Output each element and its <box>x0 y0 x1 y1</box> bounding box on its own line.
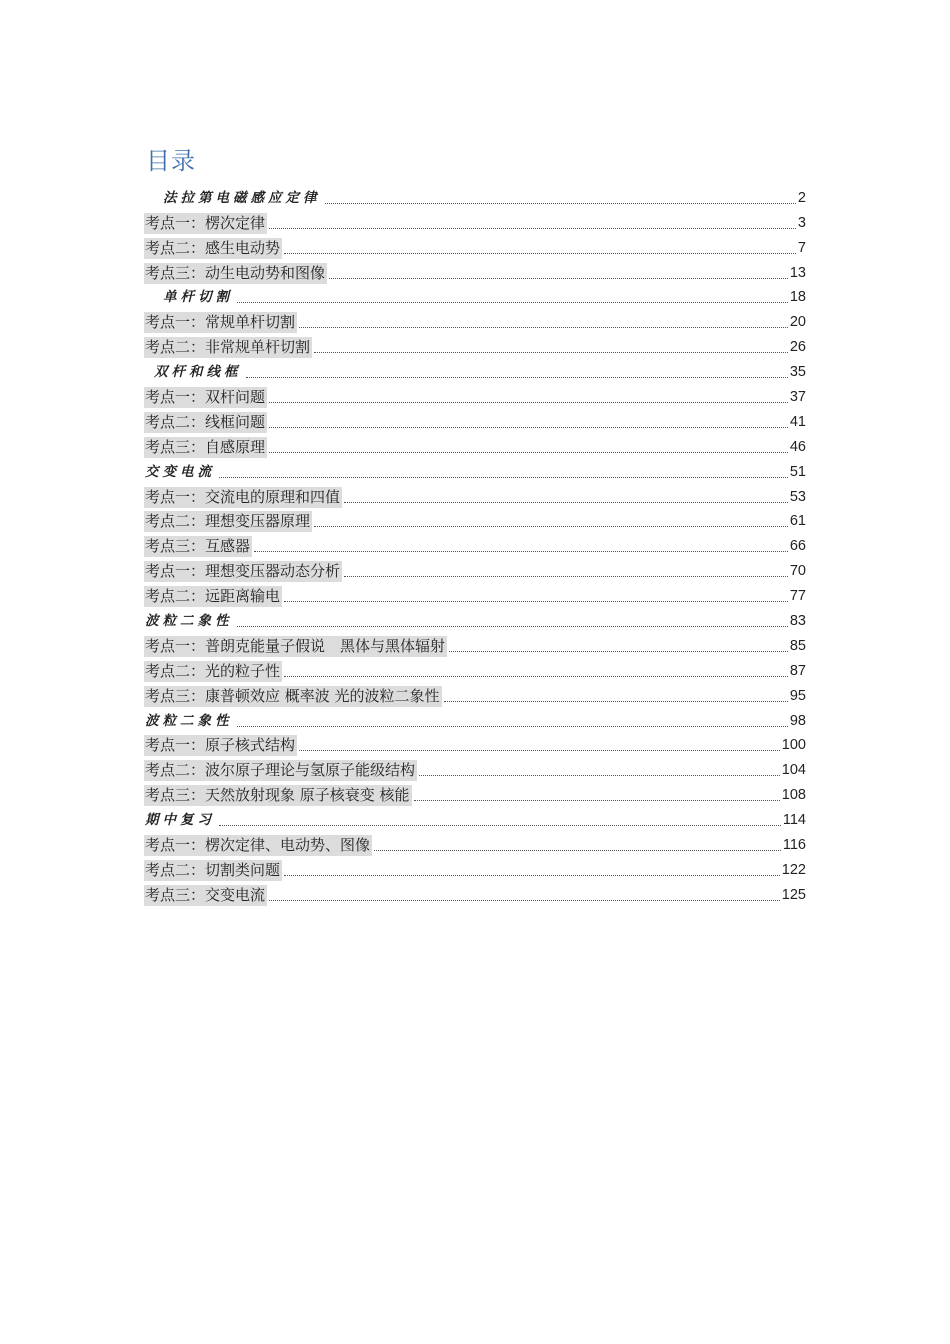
toc-dot-leader <box>314 525 788 527</box>
toc-page-number: 108 <box>781 787 806 804</box>
toc-chapter-entry[interactable] <box>144 358 806 383</box>
toc-dot-leader <box>219 476 788 478</box>
toc-entry-text: 考点一：双杆问题 <box>145 388 266 407</box>
toc-page-number: 87 <box>789 662 806 679</box>
toc-section-entry[interactable] <box>144 582 806 607</box>
toc-dot-leader <box>269 451 788 453</box>
toc-page-number: 100 <box>781 737 806 754</box>
toc-page-number: 7 <box>797 239 806 256</box>
toc-entry-text: 考点二：光的粒子性 <box>145 661 281 680</box>
toc-section-entry[interactable] <box>144 308 806 333</box>
toc-entry-text: 考点一：原子核式结构 <box>145 736 296 755</box>
toc-entry-text: 考点一：楞次定律、电动势、图像 <box>145 836 371 855</box>
toc-entry-text: 交变电流 <box>145 463 215 480</box>
toc-entry-text: 考点三：互感器 <box>145 537 251 556</box>
toc-dot-leader <box>374 849 781 851</box>
toc-dot-leader <box>449 650 788 652</box>
toc-entry-text: 考点二：切割类问题 <box>145 860 281 879</box>
toc-page-number: 20 <box>789 314 806 331</box>
toc-entry-text: 考点二：感生电动势 <box>145 238 281 257</box>
toc-dot-leader <box>237 625 788 627</box>
toc-page-number: 125 <box>781 886 806 903</box>
toc-section-entry[interactable] <box>144 831 806 856</box>
toc-dot-leader <box>219 824 781 826</box>
toc-page-number: 85 <box>789 637 806 654</box>
toc-entry-text: 考点三：动生电动势和图像 <box>145 263 326 282</box>
toc-entry-text: 波粒二象性 <box>145 613 233 630</box>
toc-page-number: 2 <box>797 189 806 206</box>
toc-section-entry[interactable] <box>144 483 806 508</box>
toc-dot-leader <box>246 376 788 378</box>
toc-page-number: 37 <box>789 389 806 406</box>
toc-dot-leader <box>284 600 788 602</box>
toc-entry-text: 考点三：天然放射现象 原子核衰变 核能 <box>145 786 410 805</box>
toc-chapter-entry[interactable] <box>144 806 806 831</box>
toc-page-number: 114 <box>782 812 806 829</box>
toc-page-number: 35 <box>789 364 806 381</box>
toc-section-entry[interactable] <box>144 433 806 458</box>
toc-page-number: 122 <box>781 861 806 878</box>
toc-dot-leader <box>444 700 788 702</box>
toc-page-number: 51 <box>789 463 806 480</box>
toc-entry-text: 考点一：交流电的原理和四值 <box>145 487 341 506</box>
toc-entry-text: 期中复习 <box>145 812 215 829</box>
toc-dot-leader <box>329 277 788 279</box>
toc-dot-leader <box>299 749 780 751</box>
toc-section-entry[interactable] <box>144 209 806 234</box>
toc-page-number: 18 <box>789 289 806 306</box>
toc-entry-text: 考点三：康普顿效应 概率波 光的波粒二象性 <box>145 686 440 705</box>
toc-entry-text: 法拉第电磁感应定律 <box>163 189 321 206</box>
toc-dot-leader <box>314 351 788 353</box>
toc-dot-leader <box>254 550 788 552</box>
toc-dot-leader <box>269 401 788 403</box>
toc-entry-text: 考点二：线框问题 <box>145 412 266 431</box>
toc-page-number: 13 <box>789 264 806 281</box>
toc-dot-leader <box>269 899 780 901</box>
toc-dot-leader <box>269 426 788 428</box>
toc-entry-text: 双杆和线框 <box>154 364 242 381</box>
toc-page-number: 83 <box>789 613 806 630</box>
toc-section-entry[interactable] <box>144 632 806 657</box>
toc-chapter-entry[interactable] <box>144 707 806 732</box>
toc-section-entry[interactable] <box>144 383 806 408</box>
toc-entry-text: 考点三：自感原理 <box>145 437 266 456</box>
toc-dot-leader <box>284 252 796 254</box>
toc-section-entry[interactable] <box>144 532 806 557</box>
toc-entry-text: 考点二：波尔原子理论与氢原子能级结构 <box>145 761 416 780</box>
toc-chapter-entry[interactable] <box>144 184 806 209</box>
toc-page-number: 98 <box>789 712 806 729</box>
toc-page-number: 116 <box>782 837 806 854</box>
toc-entry-text: 考点一：普朗克能量子假说 黑体与黑体辐射 <box>145 636 446 655</box>
toc-dot-leader <box>237 301 788 303</box>
toc-section-entry[interactable] <box>144 508 806 533</box>
toc-page-number: 3 <box>797 214 806 231</box>
toc-page-number: 70 <box>789 563 806 580</box>
toc-entry-text: 考点二：远距离输电 <box>145 587 281 606</box>
toc-entry-text: 考点三：交变电流 <box>145 885 266 904</box>
toc-page-number: 66 <box>789 538 806 555</box>
toc-chapter-entry[interactable] <box>144 284 806 309</box>
toc-dot-leader <box>299 326 788 328</box>
toc-page-number: 46 <box>789 438 806 455</box>
toc-page-number: 104 <box>781 762 806 779</box>
toc-title: 目录 <box>146 147 196 175</box>
toc-page-number: 53 <box>789 488 806 505</box>
toc-section-entry[interactable] <box>144 657 806 682</box>
toc-entry-text: 单杆切割 <box>163 289 233 306</box>
toc-dot-leader <box>414 799 780 801</box>
toc-section-entry[interactable] <box>144 856 806 881</box>
toc-entry-text: 考点一：理想变压器动态分析 <box>145 562 341 581</box>
toc-page-number: 41 <box>789 413 806 430</box>
toc-entry-text: 考点二：理想变压器原理 <box>145 512 311 531</box>
toc-dot-leader <box>237 725 788 727</box>
toc-dot-leader <box>344 501 788 503</box>
toc-chapter-entry[interactable] <box>144 458 806 483</box>
toc-dot-leader <box>325 202 796 204</box>
toc-chapter-entry[interactable] <box>144 607 806 632</box>
toc-section-entry[interactable] <box>144 881 806 906</box>
table-of-contents <box>144 184 806 906</box>
toc-dot-leader <box>284 675 788 677</box>
toc-page-number: 77 <box>789 588 806 605</box>
toc-section-entry[interactable] <box>144 259 806 284</box>
toc-section-entry[interactable] <box>144 557 806 582</box>
toc-section-entry[interactable] <box>144 682 806 707</box>
toc-section-entry[interactable] <box>144 781 806 806</box>
toc-page-number: 26 <box>789 339 806 356</box>
toc-entry-text: 波粒二象性 <box>145 712 233 729</box>
toc-entry-text: 考点二：非常规单杆切割 <box>145 338 311 357</box>
toc-section-entry[interactable] <box>144 333 806 358</box>
toc-section-entry[interactable] <box>144 234 806 259</box>
toc-section-entry[interactable] <box>144 408 806 433</box>
toc-page-number: 61 <box>789 513 806 530</box>
toc-entry-text: 考点一：常规单杆切割 <box>145 313 296 332</box>
toc-dot-leader <box>269 227 796 229</box>
toc-dot-leader <box>419 774 780 776</box>
toc-entry-text: 考点一：楞次定律 <box>145 213 266 232</box>
toc-dot-leader <box>344 575 788 577</box>
toc-section-entry[interactable] <box>144 732 806 757</box>
toc-section-entry[interactable] <box>144 756 806 781</box>
toc-dot-leader <box>284 874 780 876</box>
toc-page-number: 95 <box>789 687 806 704</box>
